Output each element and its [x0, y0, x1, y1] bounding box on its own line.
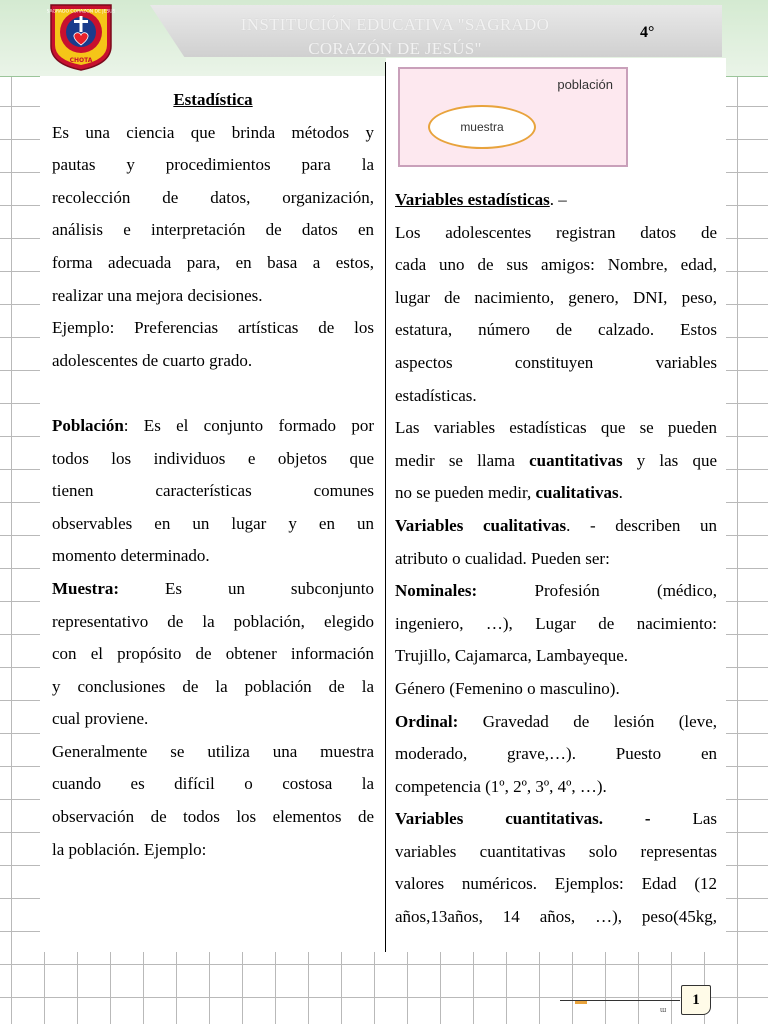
- cualitativas-heading: Variables cualitativas: [395, 515, 567, 535]
- nominales-line: Trujillo, Cajamarca, Lambayeque.: [395, 646, 629, 666]
- poblacion-line: todos los individuos e objetos que: [52, 448, 374, 468]
- definition-line: análisis e interpretación de datos en: [52, 220, 374, 240]
- footer-mark: ɯ: [660, 1005, 667, 1014]
- muestra-ellipse: [428, 105, 536, 149]
- cualitativas-definition: [395, 510, 717, 543]
- section-title: Estadística: [173, 90, 253, 109]
- cualitativas-text: . - describen un: [566, 515, 717, 535]
- spacer: [52, 377, 374, 410]
- nominales-line: Género (Femenino o masculino).: [395, 678, 620, 698]
- poblacion-label: población: [557, 77, 613, 92]
- cuantitativas-text: Las: [650, 809, 717, 829]
- footer-accent: [575, 1001, 587, 1004]
- general-line: Generalmente se utiliza una muestra: [52, 741, 374, 761]
- muestra-definition: [52, 573, 374, 606]
- poblacion-text: : Es el conjunto formado por: [123, 415, 374, 435]
- ordinal-line: competencia (1º, 2º, 3º, 4º, …).: [395, 776, 607, 796]
- nominales-definition: [395, 575, 717, 608]
- variables-heading-suffix: . –: [549, 190, 567, 209]
- example-line: adolescentes de cuarto grado.: [52, 350, 253, 370]
- poblacion-term: Población: [52, 415, 124, 435]
- cualitativas-line: atributo o cualidad. Pueden ser:: [395, 548, 610, 568]
- muestra-text: Es un subconjunto: [119, 578, 374, 598]
- measure-text: no se pueden medir,: [395, 483, 536, 503]
- cualitativas-term: cualitativas: [535, 483, 619, 503]
- measure-text: .: [618, 483, 623, 503]
- nominales-line: ingeniero, …), Lugar de nacimiento:: [395, 613, 717, 633]
- cuantitativas-term: cuantitativas: [529, 450, 623, 470]
- example-line: Ejemplo: Preferencias artísticas de los: [52, 318, 374, 338]
- page-number-badge: [681, 985, 711, 1015]
- nominales-text: Profesión (médico,: [477, 581, 717, 601]
- cuantitativas-line: variables cuantitativas solo representas: [395, 841, 717, 861]
- ordinal-text: Gravedad de lesión (leve,: [458, 711, 717, 731]
- cuantitativas-definition: [395, 803, 717, 836]
- measure-line: [395, 477, 717, 510]
- page-number: 1: [692, 991, 700, 1008]
- intro-line: estadísticas.: [395, 385, 477, 405]
- poblacion-line: observables en un lugar y en un: [52, 513, 374, 533]
- measure-line: Las variables estadísticas que se pueden: [395, 418, 717, 438]
- general-line: observación de todos los elementos de: [52, 807, 374, 827]
- muestra-line: representativo de la población, elegido: [52, 611, 374, 631]
- muestra-line: y conclusiones de la población de la: [52, 676, 374, 696]
- definition-line: recolección de datos, organización,: [52, 187, 374, 207]
- muestra-label: muestra: [460, 120, 504, 134]
- variables-heading-text: Variables estadísticas: [395, 190, 550, 209]
- institution-name: INSTITUCIÓN EDUCATIVA "SAGRADO CORAZÓN DE JESÚS": [240, 15, 550, 58]
- poblacion-line: tienen características comunes: [52, 481, 374, 501]
- ordinal-line: moderado, grave,…). Puesto en: [395, 744, 717, 764]
- cuantitativas-line: años,13años, 14 años, …), peso(45kg,: [395, 907, 717, 927]
- general-line: la población. Ejemplo:: [52, 839, 207, 859]
- variables-heading: [395, 184, 717, 217]
- right-column: [395, 184, 717, 934]
- intro-line: estatura, número de calzado. Estos: [395, 320, 717, 340]
- grade-label: 4°: [640, 24, 655, 41]
- definition-line: realizar una mejora decisiones.: [52, 285, 263, 305]
- intro-line: aspectos constituyen variables: [395, 352, 717, 372]
- population-sample-diagram: [398, 67, 628, 167]
- intro-line: cada uno de sus amigos: Nombre, edad,: [395, 255, 717, 275]
- poblacion-definition: [52, 410, 374, 443]
- muestra-term: Muestra:: [52, 578, 120, 598]
- column-divider: [385, 62, 386, 952]
- general-line: cuando es difícil o costosa la: [52, 774, 374, 794]
- definition-line: forma adecuada para, en basa a estos,: [52, 252, 374, 272]
- intro-line: Los adolescentes registran datos de: [395, 222, 717, 242]
- left-column: [52, 84, 374, 866]
- ordinal-definition: [395, 706, 717, 739]
- logo-arc-text: SAGRADO CORAZON DE JESUS: [47, 9, 115, 15]
- cuantitativas-line: valores numéricos. Ejemplos: Edad (12: [395, 874, 717, 894]
- measure-text: medir se llama: [395, 450, 530, 470]
- definition-line: Es una ciencia que brinda métodos y: [52, 122, 374, 142]
- ordinal-term: Ordinal:: [395, 711, 459, 731]
- nominales-term: Nominales:: [395, 581, 478, 601]
- measure-line: [395, 445, 717, 478]
- definition-line: pautas y procedimientos para la: [52, 155, 374, 175]
- poblacion-line: momento determinado.: [52, 546, 210, 566]
- muestra-line: cual proviene.: [52, 709, 149, 729]
- cuantitativas-heading: Variables cuantitativas. -: [395, 809, 651, 829]
- school-logo: [47, 2, 115, 72]
- logo-city-text: CHOTA: [69, 57, 93, 64]
- intro-line: lugar de nacimiento, genero, DNI, peso,: [395, 287, 717, 307]
- muestra-line: con el propósito de obtener información: [52, 644, 374, 664]
- measure-text: y las que: [622, 450, 717, 470]
